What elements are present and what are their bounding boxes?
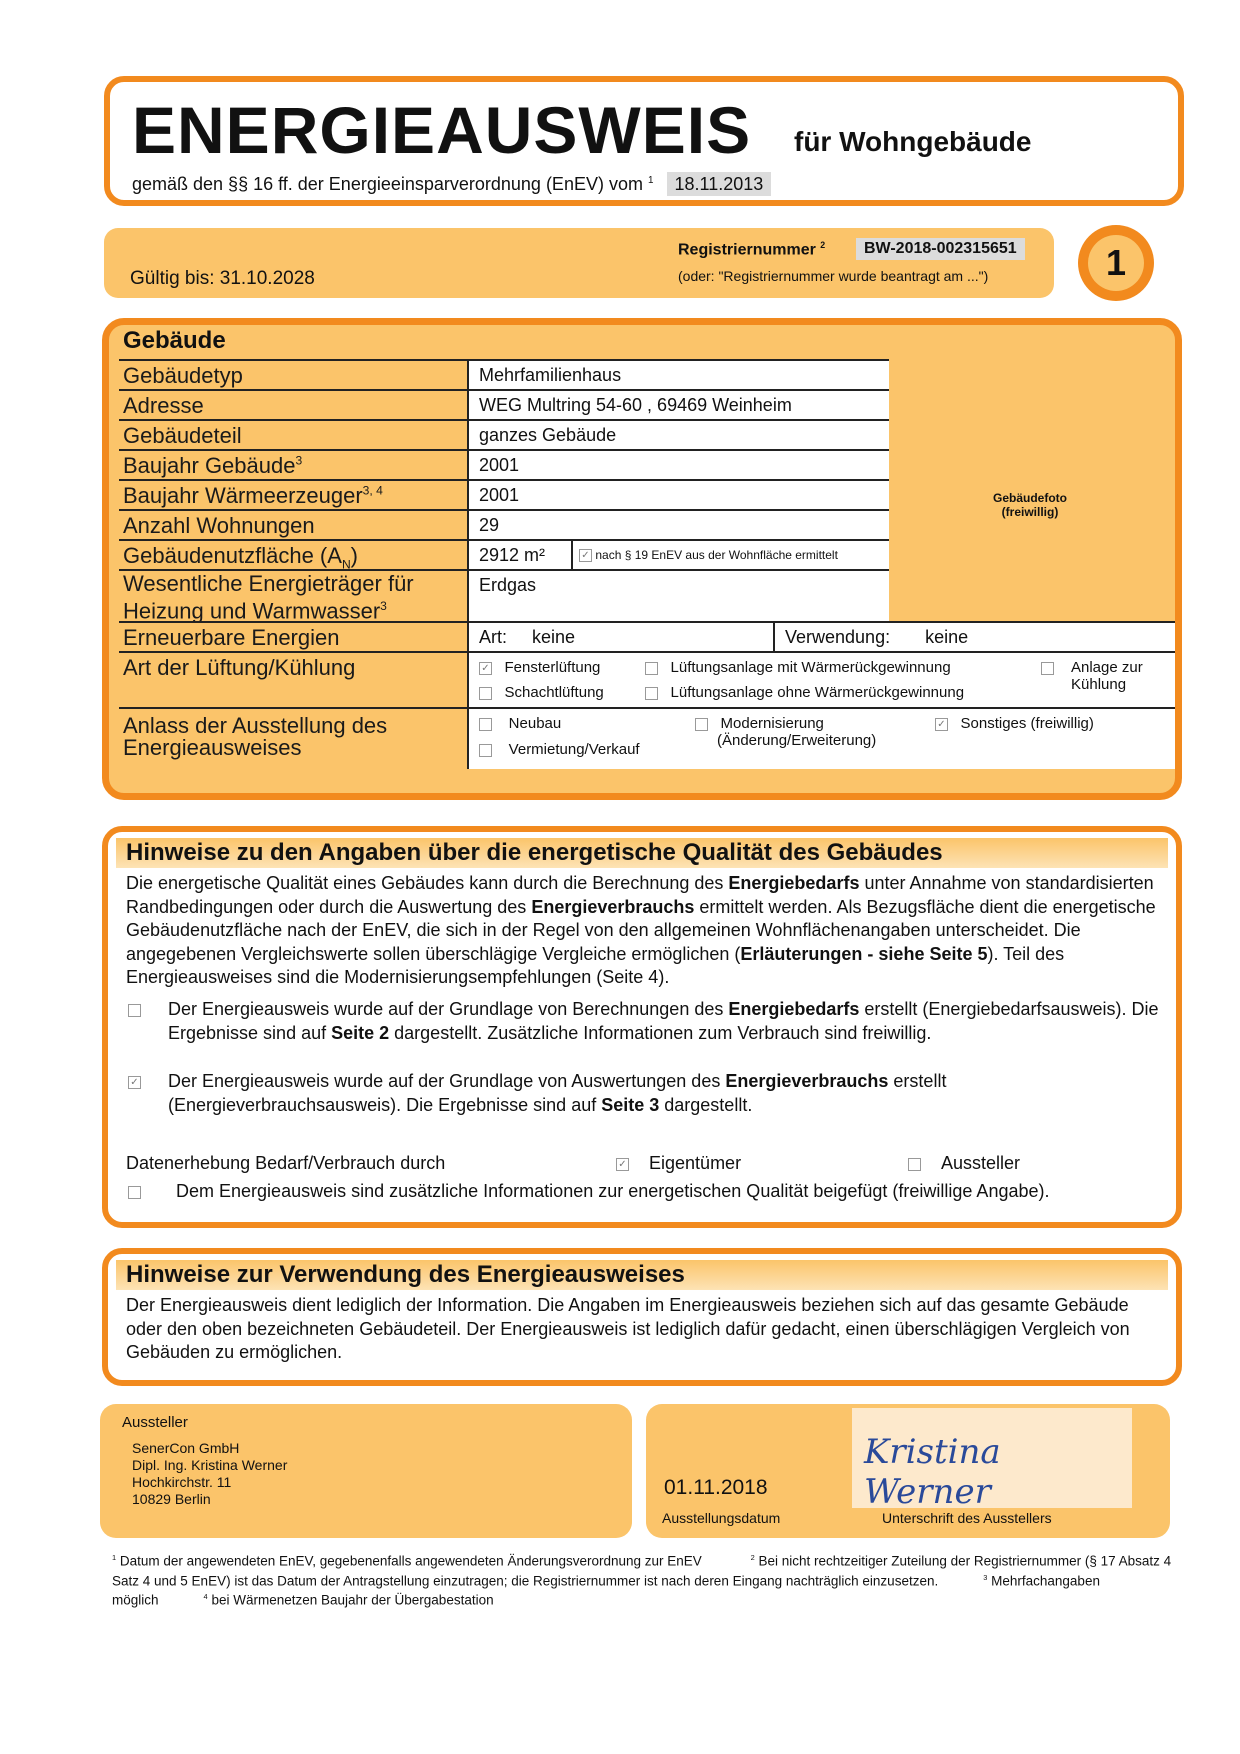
checkbox[interactable] [616, 1158, 629, 1171]
option-label: Eigentümer [649, 1153, 742, 1173]
checkbox[interactable] [479, 744, 492, 757]
row-label-text: Gebäudenutzfläche (A [123, 543, 342, 568]
building-photo-label [889, 491, 1171, 519]
row-value: WEG Multring 54-60 , 69469 Weinheim [467, 391, 889, 421]
option-label: nach § 19 EnEV aus der Wohnfläche ermittelt [595, 548, 838, 562]
issuer-line: Hochkirchstr. 11 [132, 1474, 232, 1490]
signature-label: Unterschrift des Ausstellers [882, 1510, 1052, 1526]
date-signature-box [646, 1404, 1170, 1538]
consumption-checkbox[interactable] [128, 1074, 141, 1092]
issuer-label: Aussteller [122, 1414, 188, 1431]
option-label: Schachtlüftung [504, 684, 604, 701]
text: unter Annahme von standardisierten Randbedingungen oder durch die Auswertung des [126, 873, 1154, 917]
checkbox[interactable] [128, 1076, 141, 1089]
data-collection-label: Datenerhebung Bedarf/Verbrauch durch [126, 1153, 446, 1173]
option-label: Lüftungsanlage ohne Wärmerückgewinnung [670, 684, 965, 701]
table-row [119, 419, 889, 451]
occasion-option[interactable] [479, 715, 561, 732]
signature-area [852, 1408, 1132, 1512]
ventilation-option[interactable] [645, 684, 964, 701]
checkbox[interactable] [579, 549, 592, 562]
document-title: ENERGIEAUSWEIS [132, 93, 752, 167]
row-value: 29 [467, 511, 889, 541]
row-label [123, 543, 358, 571]
table-row [119, 651, 1175, 709]
enev-date-field: 18.11.2013 [667, 172, 772, 196]
row-label-text: Energieausweises [123, 735, 302, 760]
quality-notes-section [102, 826, 1182, 1228]
option-label: (Änderung/Erweiterung) [717, 732, 877, 749]
checkbox[interactable] [908, 1158, 921, 1171]
field-value: keine [532, 627, 576, 647]
row-label: Gebäudetyp [123, 363, 243, 388]
checkbox[interactable] [935, 718, 948, 731]
table-row [119, 359, 889, 391]
option-label: Anlage zur Kühlung [1071, 659, 1143, 693]
row-label [123, 573, 414, 622]
document-header [104, 76, 1184, 206]
enev-text: gemäß den §§ 16 ff. der Energieeinsparverordnung (EnEV) vom [132, 174, 643, 194]
footnote-text: Datum der angewendeten EnEV, gegebenenfalls angewendeten Änderungsverordnung zur EnEV [119, 1553, 702, 1569]
row-label: Anzahl Wohnungen [123, 513, 315, 538]
footnote-text: Bei nicht rechtzeitiger Zuteilung der Registriernummer (§ 17 Absatz 4 Satz 4 und 5 EnEV) ist das Datum der Antragstellung einzutragen; die Registriernummer ist nach deren Eingang nachträglich einzusetzen. [112, 1553, 1172, 1588]
signature: Kristina Werner [864, 1432, 1001, 1512]
issue-date-label: Ausstellungsdatum [662, 1510, 781, 1526]
footnote-text: bei Wärmenetzen Baujahr der Übergabestation [211, 1592, 494, 1608]
table-row [119, 449, 889, 481]
table-row [119, 569, 889, 623]
text-bold: Energiebedarfs [728, 999, 860, 1019]
footnote-ref: 3 [295, 453, 303, 468]
row-value: 2001 [467, 451, 889, 481]
table-row [119, 389, 889, 421]
usage-notes-title: Hinweise zur Verwendung des Energieausweises [116, 1260, 1168, 1290]
registration-label-text: Registriernummer [678, 241, 816, 259]
field-label: Art: [479, 627, 508, 647]
checkbox[interactable] [128, 1186, 141, 1199]
issuer-option[interactable] [908, 1152, 1020, 1176]
text: dargestellt. Zusätzliche Informationen zum Verbrauch sind freiwillig. [389, 1022, 932, 1043]
text-bold: Erläuterungen - siehe Seite 5 [740, 943, 988, 964]
subscript: N [341, 557, 351, 572]
issuer-box [100, 1404, 632, 1538]
valid-until: Gültig bis: 31.10.2028 [130, 268, 315, 289]
table-row [119, 707, 1175, 769]
row-label-text: ) [350, 543, 358, 568]
option-label: Dem Energieausweis sind zusätzliche Informationen zur energetischen Qualität beigefügt (freiwillige Angabe). [176, 1181, 1050, 1201]
text: Der Energieausweis wurde auf der Grundlage von Auswertungen des [168, 1071, 726, 1091]
table-row [119, 539, 889, 571]
quality-notes-title: Hinweise zu den Angaben über die energetische Qualität des Gebäudes [116, 838, 1168, 868]
text: erstellt (Energieverbrauchsausweis). Die Ergebnisse sind auf [168, 1071, 947, 1115]
issue-date: 01.11.2018 [664, 1476, 768, 1499]
row-label-text: Baujahr Gebäude [123, 453, 296, 478]
checkbox[interactable] [128, 1004, 141, 1017]
table-row [119, 479, 889, 511]
text-bold: Energieverbrauchs [725, 1071, 889, 1091]
photo-label-line: Gebäudefoto [993, 491, 1067, 505]
footnote-ref: 2 [820, 240, 826, 250]
demand-option-text [168, 998, 1168, 1045]
option-label: Sonstiges (freiwillig) [960, 715, 1094, 732]
renewables-usage [773, 623, 1175, 653]
row-label [123, 715, 387, 759]
option-label: Vermietung/Verkauf [508, 741, 640, 758]
text: erstellt (Energiebedarfsausweis). Die Ergebnisse sind auf [168, 999, 1159, 1043]
footnote-number: 3 [983, 1572, 988, 1582]
registration-label [678, 240, 825, 259]
row-label: Gebäudeteil [123, 423, 242, 448]
building-photo-placeholder [889, 359, 1171, 641]
photo-label-line: (freiwillig) [1001, 505, 1059, 519]
row-label-text: Baujahr Wärmeerzeuger [123, 483, 363, 508]
document-subtitle: für Wohngebäude [794, 126, 1032, 157]
table-row [119, 621, 1175, 653]
row-label: Erneuerbare Energien [123, 625, 340, 650]
occasion-option[interactable] [695, 715, 876, 749]
additional-info-option[interactable] [128, 1180, 1050, 1204]
option-label: Modernisierung [720, 715, 824, 732]
field-label: Verwendung: [785, 627, 891, 647]
footnote-ref: 3 [380, 599, 387, 613]
text-bold: Energiebedarfs [728, 873, 860, 893]
row-label-text: Wesentliche Energieträger für [123, 571, 414, 596]
area-method-option[interactable] [571, 541, 889, 571]
text: ). Teil des Energieausweises sind die Modernisierungsempfehlungen (Seite 4). [126, 943, 1065, 987]
footnote-text: Mehrfachangaben möglich [112, 1573, 1100, 1608]
footnotes [112, 1550, 1172, 1609]
ventilation-option[interactable] [645, 659, 951, 676]
checkbox[interactable] [479, 718, 492, 731]
field-value: keine [925, 627, 969, 647]
owner-option[interactable] [616, 1152, 741, 1176]
footnote-line [112, 1550, 1172, 1609]
text-bold: Seite 2 [331, 1022, 390, 1043]
checkbox[interactable] [1041, 662, 1054, 675]
text-bold: Energieverbrauchs [531, 896, 695, 917]
text: Die energetische Qualität eines Gebäudes kann durch die Berechnung des [126, 873, 729, 893]
page-number: 1 [1088, 235, 1144, 291]
text: Der Energieausweis wurde auf der Grundlage von Berechnungen des [168, 999, 729, 1019]
table-row [119, 509, 889, 541]
consumption-option-text [168, 1070, 1168, 1117]
option-label: Fensterlüftung [504, 659, 601, 676]
issuer-line: 10829 Berlin [132, 1491, 211, 1507]
row-value: ganzes Gebäude [467, 421, 889, 451]
occasion-option[interactable] [479, 741, 640, 758]
demand-checkbox[interactable] [128, 1002, 141, 1020]
usage-notes-section [102, 1248, 1182, 1386]
row-value: 2912 m² [467, 541, 571, 571]
footnote-ref: 1 [647, 175, 654, 186]
building-section-title: Gebäude [123, 327, 226, 354]
issuer-line: SenerCon GmbH [132, 1440, 240, 1456]
footnote-number: 2 [750, 1553, 755, 1562]
issuer-address [132, 1440, 287, 1508]
page-number-badge [1078, 225, 1154, 301]
building-section [102, 318, 1182, 800]
validity-band [104, 228, 1054, 298]
row-label [123, 453, 302, 479]
text-bold: Seite 3 [601, 1094, 660, 1115]
enev-reference [132, 174, 771, 195]
option-label: Aussteller [941, 1153, 1021, 1173]
option-label: Lüftungsanlage mit Wärmerückgewinnung [670, 659, 951, 676]
row-value: Mehrfamilienhaus [467, 361, 889, 391]
row-label [123, 483, 383, 509]
row-label-text: Anlass der Ausstellung des [123, 713, 388, 738]
occasion-option[interactable] [935, 715, 1094, 732]
row-label-text: Heizung und Warmwasser [123, 598, 381, 624]
row-label: Art der Lüftung/Kühlung [123, 655, 356, 680]
footnote-number: 4 [203, 1592, 208, 1601]
text: dargestellt. [659, 1094, 753, 1115]
ventilation-option[interactable] [479, 684, 604, 701]
checkbox[interactable] [479, 687, 492, 700]
row-value: 2001 [467, 481, 889, 511]
registration-number: BW-2018-002315651 [856, 238, 1025, 260]
occasion-options [467, 709, 1175, 769]
footnote-ref: 3, 4 [362, 483, 383, 498]
checkbox[interactable] [479, 662, 492, 675]
option-label: Neubau [508, 715, 562, 732]
row-label: Adresse [123, 393, 204, 418]
quality-notes-intro [126, 872, 1166, 990]
registration-note: (oder: "Registriernummer wurde beantragt am ...") [678, 268, 989, 284]
text: ermittelt werden. Als Bezugsfläche dient die energetische Gebäudenutzfläche nach der EnEV, die sich in der Regel von den allgemeinen Wohnflächenangaben unterscheidet. Die angegebenen Vergleichswerte sollen überschlägige Vergleiche ermöglichen ( [126, 896, 1156, 964]
checkbox[interactable] [695, 718, 708, 731]
renewables-type [467, 623, 773, 653]
checkbox[interactable] [645, 687, 658, 700]
ventilation-options [467, 653, 1175, 709]
checkbox[interactable] [645, 662, 658, 675]
ventilation-option[interactable] [479, 659, 600, 676]
usage-notes-text: Der Energieausweis dient lediglich der Information. Die Angaben im Energieausweis beziehen sich auf das gesamte Gebäude oder den oben bezeichneten Gebäudeteil. Der Energieausweis ist lediglich dafür gedacht, einen überschlägigen Vergleich von Gebäuden zu ermöglichen. [126, 1295, 1130, 1362]
row-value: Erdgas [467, 571, 889, 623]
footnote-number: 1 [112, 1553, 117, 1562]
issuer-line: Dipl. Ing. Kristina Werner [132, 1457, 288, 1473]
